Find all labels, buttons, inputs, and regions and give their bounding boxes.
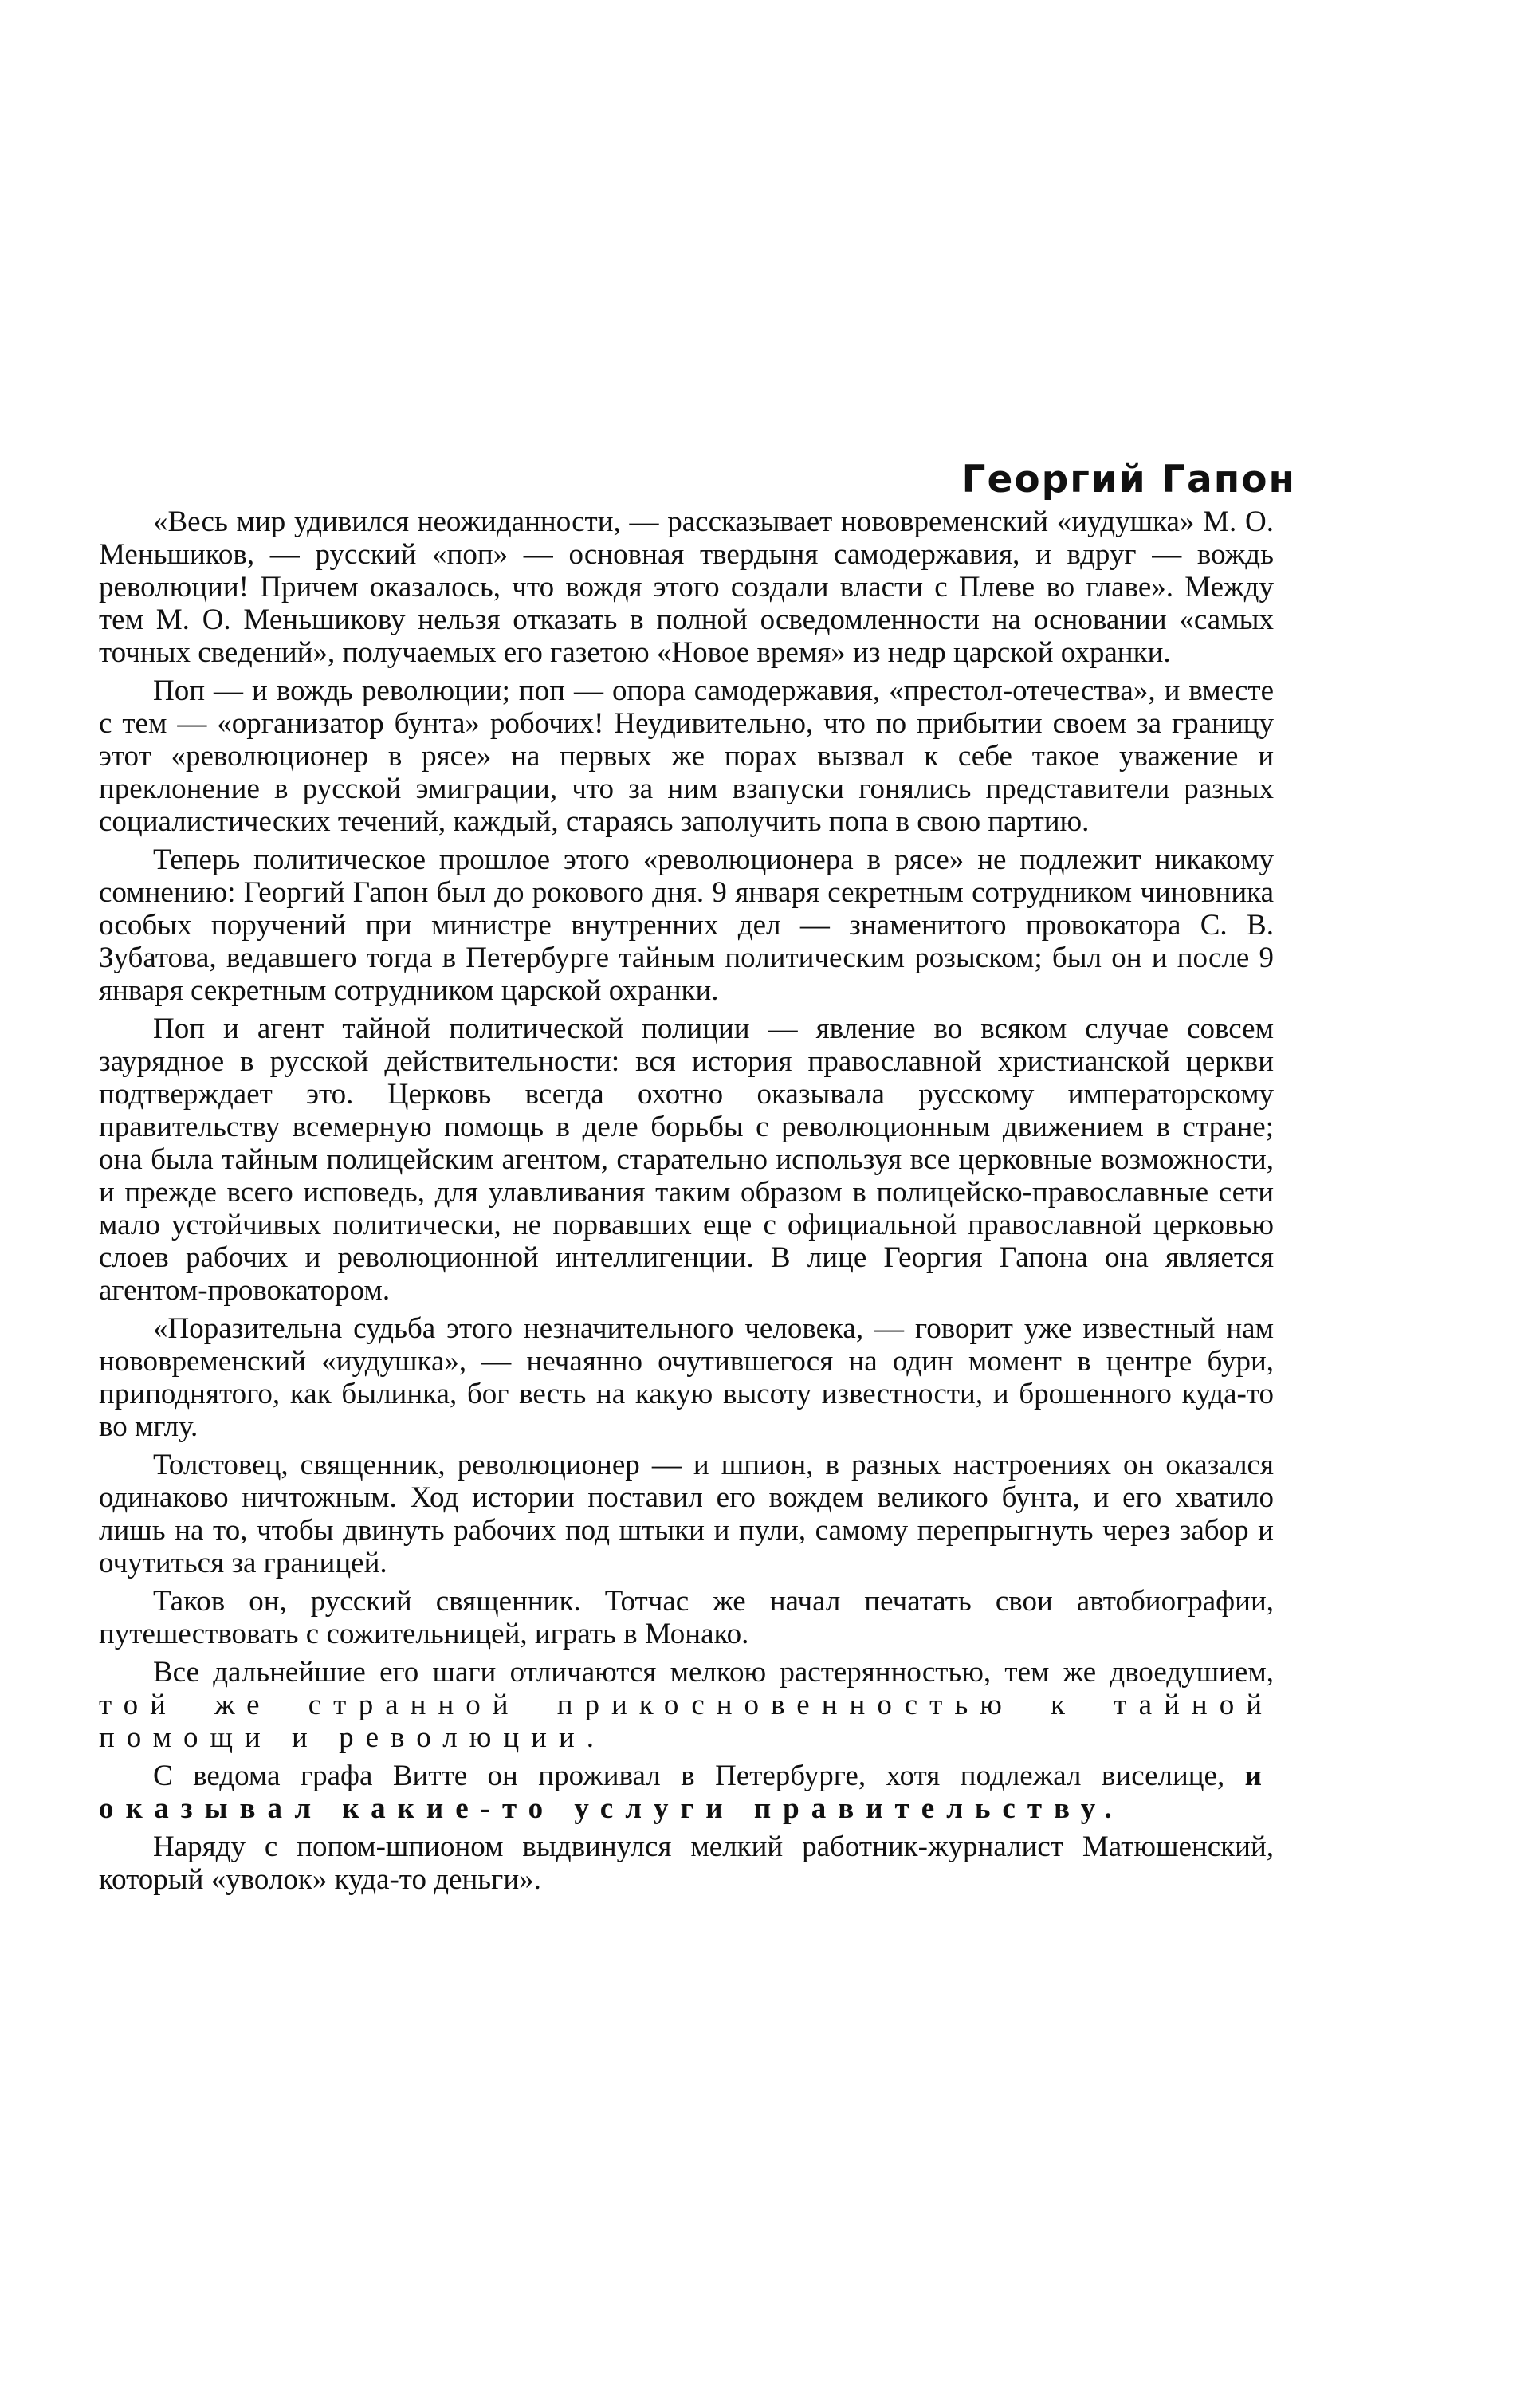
paragraph: Теперь политическое прошлое этого «революционера в рясе» не подлежит никакому сомнению: Георгий Гапон был до рокового дня. 9 января секретным сотрудником чиновника особых поручений при министре внутренних дел — знаменитого провокатора С. В. Зубатова, ведавшего тогда в Петербурге тайным политическим розыском; был он и после 9 января секретным сотрудником царской охранки. [99, 844, 1274, 1007]
paragraph-text: С ведома графа Витте он проживал в Петербурге, хотя подлежал виселице, [153, 1760, 1225, 1792]
spaced-emphasis: и оказывал какие-то услуги правительству. [99, 1760, 1274, 1825]
paragraph [99, 1656, 1274, 1754]
spaced-emphasis: той же странной прикосновенностью к тайной помощи и революции. [99, 1689, 1274, 1754]
paragraph: Таков он, русский священник. Тотчас же начал печатать свои автобиографии, путешествовать с сожительницей, играть в Монако. [99, 1585, 1274, 1650]
paragraph: Поп и агент тайной политической полиции — явление во всяком случае совсем заурядное в русской действительности: вся история православной христианской церкви подтверждает это. Церковь всегда охотно оказывала русскому императорскому правительству всемерную помощь в деле борьбы с революционным движением в стране; она была тайным полицейским агентом, старательно используя все церковные возможности, и прежде всего исповедь, для улавливания таким образом в полицейско-православные сети мало устойчивых политически, не порвавших еще с официальной православной церковью слоев рабочих и революционной интеллигенции. В лице Георгия Гапона она является агентом-провокатором. [99, 1013, 1274, 1307]
paragraph [99, 1760, 1274, 1825]
paragraph: Наряду с попом-шпионом выдвинулся мелкий работник-журналист Матюшенский, который «уволок» куда-то деньги». [99, 1831, 1274, 1896]
paragraph: «Весь мир удивился неожиданности, — рассказывает нововременский «иудушка» М. О. Меньшиков, — русский «поп» — основная твердыня самодержавия, и вдруг — вождь революции! Причем оказалось, что вождя этого создали власти с Плеве во главе». Между тем М. О. Меньшикову нельзя отказать в полной осведомленности на основании «самых точных сведений», получаемых его газетою «Новое время» из недр царской охранки. [99, 505, 1274, 669]
paragraph: Поп — и вождь революции; поп — опора самодержавия, «престол-отечества», и вместе с тем — «организатор бунта» робочих! Неудивительно, что по прибытии своем за границу этот «революционер в рясе» на первых же порах вызвал к себе такое уважение и преклонение в русской эмиграции, что за ним взапуски гонялись представители разных социалистических течений, каждый, стараясь заполучить попа в свою партию. [99, 674, 1274, 838]
paragraph: Толстовец, священник, революционер — и шпион, в разных настроениях он оказался одинаково ничтожным. Ход истории поставил его вождем великого бунта, и его хватило лишь на то, чтобы двинуть рабочих под штыки и пули, самому перепрыгнуть через забор и очутиться за границей. [99, 1449, 1274, 1579]
paragraph-text: Все дальнейшие его шаги отличаются мелкою растерянностью, тем же двоедушием, [153, 1656, 1274, 1689]
chapter-title: Георгий Гапон [961, 458, 1296, 501]
body-text [99, 505, 1274, 1901]
paragraph: «Поразительна судьба этого незначительного человека, — говорит уже известный нам нововременский «иудушка», — нечаянно очутившегося на один момент в центре бури, приподнятого, как былинка, бог весть на какую высоту известности, и брошенного куда-то во мглу. [99, 1312, 1274, 1443]
